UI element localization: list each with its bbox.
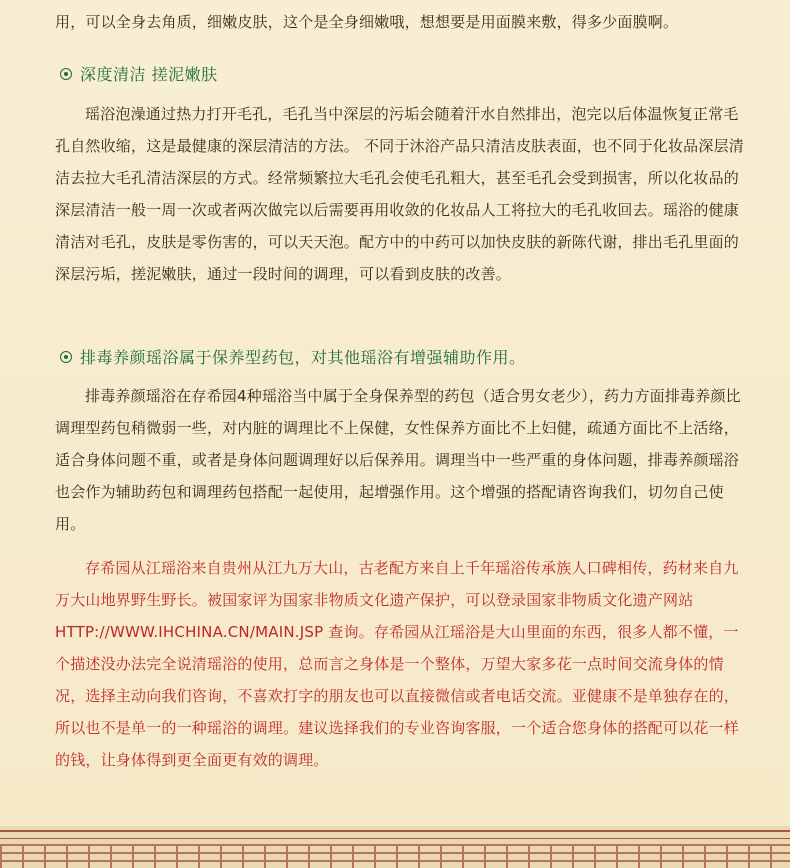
section-heading-text: 排毒养颜瑶浴属于保养型药包，对其他瑶浴有增强辅助作用。 — [80, 348, 526, 367]
section-heading-text: 深度清洁 搓泥嫩肤 — [80, 65, 218, 84]
bullet-circle-icon — [60, 351, 72, 363]
section-body-detox: 排毒养颜瑶浴在存希园4种瑶浴当中属于全身保养型的药包（适合男女老少），药力方面排毒养颜比调理型药包稍微弱一些，对内脏的调理比不上保健，女性保养方面比不上妇健，疏通方面比不上活络，适合身体问题不重，或者是身体问题调理好以后保养用。调理当中一些严重的身体问题，排毒养颜瑶浴也会作为辅助药包和调理药包搭配一起使用，起增强作用。这个增强的搭配请咨询我们，切勿自己使用。 — [55, 387, 741, 533]
section-heading-deep-cleansing — [60, 62, 218, 85]
section-body-deep-cleansing: 瑶浴泡澡通过热力打开毛孔，毛孔当中深层的污垢会随着汗水自然排出，泡完以后体温恢复正常毛孔自然收缩，这是最健康的深层清洁的方法。 不同于沐浴产品只清洁皮肤表面，也不同于化妆品深层清洁去拉大毛孔清洁深层的方式。经常频繁拉大毛孔会使毛孔粗大，甚至毛孔会受到损害，所以化妆品的深层清洁一般一周一次或者两次做完以后需要再用收敛的化妆品人工将拉大的毛孔收回去。瑶浴的健康清洁对毛孔，皮肤是零伤害的，可以天天泡。配方中的中药可以加快皮肤的新陈代谢，排出毛孔里面的深层污垢，搓泥嫩肤，通过一段时间的调理，可以看到皮肤的改善。 — [55, 105, 744, 283]
decorative-lattice-border — [0, 826, 790, 868]
section-heading-detox — [60, 345, 526, 368]
intro-paragraph-tail: 用，可以全身去角质，细嫩皮肤，这个是全身细嫩哦，想想要是用面膜来敷，得多少面膜啊。 — [55, 13, 679, 31]
brand-notice-paragraph: 存希园从江瑶浴来自贵州从江九万大山，古老配方来自上千年瑶浴传承族人口碑相传，药材来自九万大山地界野生野长。被国家评为国家非物质文化遗产保护，可以登录国家非物质文化遗产网站HTTP://WWW.IHCHINA.CN/MAIN.JSP 查询。存希园从江瑶浴是大山里面的东西，很多人都不懂，一个描述没办法完全说清瑶浴的使用，总而言之身体是一个整体，万望大家多花一点时间交流身体的情况，选择主动向我们咨询，不喜欢打字的朋友也可以直接微信或者电话交流。亚健康不是单独存在的，所以也不是单一的一种瑶浴的调理。建议选择我们的专业咨询客服，一个适合您身体的搭配可以花一样的钱，让身体得到更全面更有效的调理。 — [55, 559, 740, 769]
bullet-circle-icon — [60, 68, 72, 80]
